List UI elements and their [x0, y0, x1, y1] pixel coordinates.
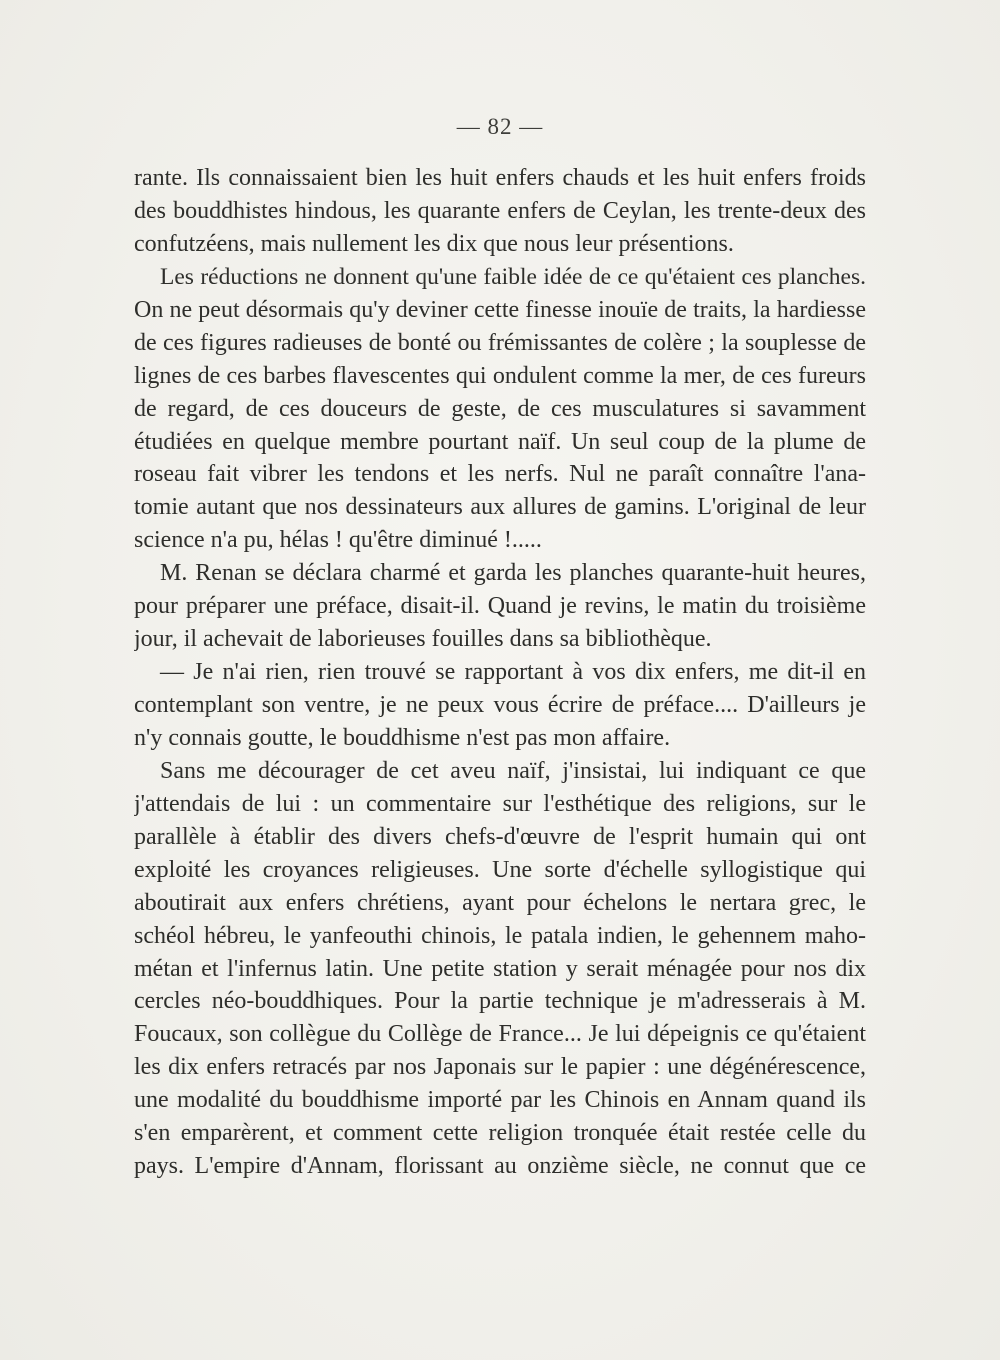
text-line: — Je n'ai rien, rien trouvé se rapportant à vos dix enfers, me dit-il en [160, 659, 866, 686]
text-line: schéol hébreu, le yanfeouthi chinois, le patala indien, le gehennem maho- [134, 922, 866, 949]
text-line: des bouddhistes hindous, les quarante enfers de Ceylan, les trente-deux des [134, 197, 866, 224]
text-line: roseau fait vibrer les tendons et les nerfs. Nul ne paraît connaître l'ana- [134, 461, 866, 488]
text-line: Les réductions ne donnent qu'une faible idée de ce qu'étaient ces planches. [160, 263, 866, 290]
text-line: s'en emparèrent, et comment cette religion tronquée était restée celle du [134, 1120, 866, 1147]
text-line: M. Renan se déclara charmé et garda les planches quarante-huit heures, [160, 560, 866, 587]
text-line: une modalité du bouddhisme importé par les Chinois en Annam quand ils [134, 1087, 866, 1114]
text-line: n'y connais goutte, le bouddhisme n'est pas mon affaire. [134, 724, 671, 751]
text-line: rante. Ils connaissaient bien les huit enfers chauds et les huit enfers froids [134, 165, 866, 191]
text-line: pays. L'empire d'Annam, florissant au onzième siècle, ne connut que ce [134, 1153, 866, 1180]
text-line: de ces figures radieuses de bonté ou frémissantes de colère ; la souplesse de [134, 329, 866, 356]
text-line: parallèle à établir des divers chefs-d'œuvre de l'esprit humain qui ont [134, 823, 866, 850]
text-line: de regard, de ces douceurs de geste, de ces musculatures si savamment [134, 395, 866, 422]
text-line: cercles néo-bouddhiques. Pour la partie technique je m'adresserais à M. [134, 988, 866, 1015]
text-line: contemplant son ventre, je ne peux vous écrire de préface.... D'ailleurs je [134, 692, 866, 718]
text-line: tomie autant que nos dessinateurs aux allures de gamins. L'original de leur [134, 494, 866, 521]
text-line: exploité les croyances religieuses. Une sorte d'échelle syllogistique qui [134, 856, 866, 883]
text-line: jour, il achevait de laborieuses fouilles dans sa bibliothèque. [134, 626, 712, 653]
text-line: pour préparer une préface, disait-il. Quand je revins, le matin du troisième [134, 593, 866, 620]
text-line: aboutirait aux enfers chrétiens, ayant pour échelons le nertara grec, le [134, 889, 866, 916]
text-line: science n'a pu, hélas ! qu'être diminué !..... [134, 527, 542, 554]
text-line: étudiées en quelque membre pourtant naïf. Un seul coup de la plume de [134, 428, 866, 455]
text-line: Sans me décourager de cet aveu naïf, j'insistai, lui indiquant ce que [160, 757, 866, 784]
text-line: métan et l'infernus latin. Une petite station y serait ménagée pour nos dix [134, 955, 866, 982]
text-line: lignes de ces barbes flavescentes qui ondulent comme la mer, de ces fureurs [134, 362, 866, 389]
text-line: les dix enfers retracés par nos Japonais sur le papier : une dégénérescence, [134, 1054, 866, 1081]
text-line: Foucaux, son collègue du Collège de France... Je lui dépeignis ce qu'étaient [134, 1021, 866, 1048]
text-line: j'attendais de lui : un commentaire sur l'esthétique des religions, sur le [134, 790, 866, 817]
text-line: confutzéens, mais nullement les dix que nous leur présentions. [134, 230, 734, 257]
text-line: On ne peut désormais qu'y deviner cette finesse inouïe de traits, la hardiesse [134, 296, 866, 323]
body-text [134, 162, 866, 1183]
page-number: — 82 — [456, 114, 544, 139]
